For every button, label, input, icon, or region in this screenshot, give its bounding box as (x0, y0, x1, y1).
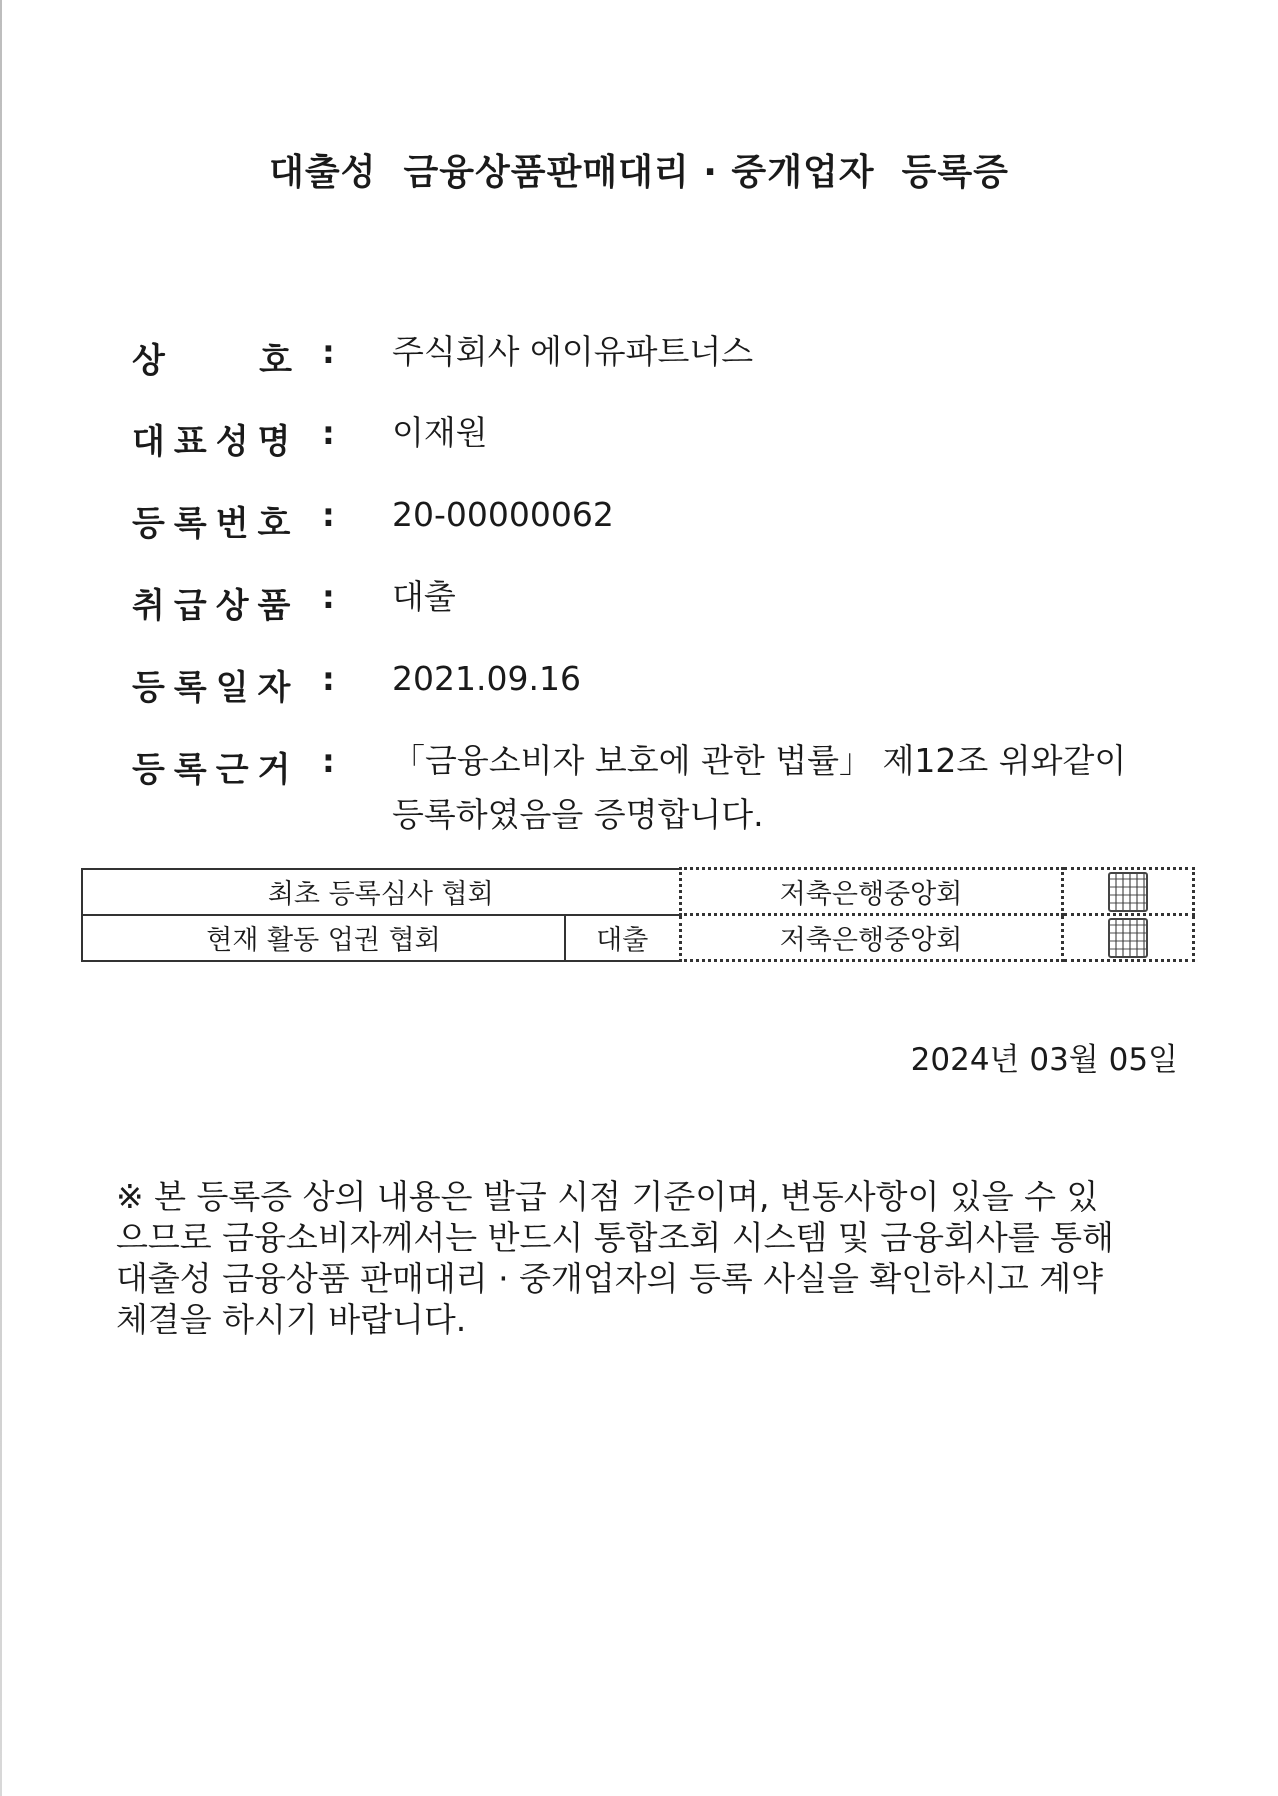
field-representative (0, 414, 1278, 464)
basis-line-1: 「금융소비자 보호에 관한 법률」 제12조 위와같이 (392, 741, 1127, 780)
field-label: 등록번호 (132, 504, 300, 544)
current-sector-association-value: 저축은행중앙회 (680, 915, 1062, 961)
association-table (81, 867, 1195, 962)
seal-cell (1062, 915, 1193, 961)
initial-review-association-value: 저축은행중앙회 (680, 869, 1062, 915)
document-title: 대출성 금융상품판매대리 · 중개업자 등록증 (269, 152, 1009, 193)
field-value: 이재원 (392, 413, 488, 452)
field-value: 20-00000062 (392, 495, 614, 534)
field-colon: : (322, 660, 335, 698)
field-value: 대출 (392, 577, 456, 616)
table-row (82, 869, 1193, 915)
page-edge (0, 0, 2, 1796)
field-label: 대표성명 (132, 422, 300, 462)
notice-paragraph (116, 1176, 1176, 1340)
issue-date: 2024년 03월 05일 (910, 1042, 1178, 1078)
field-colon: : (322, 742, 335, 780)
notice-line: ※ 본 등록증 상의 내용은 발급 시점 기준이며, 변동사항이 있을 수 있 (116, 1177, 1099, 1216)
field-value: 주식회사 에이유파트너스 (392, 332, 754, 371)
initial-review-association-label: 최초 등록심사 협회 (82, 869, 680, 915)
field-colon: : (322, 414, 335, 452)
basis-line-2: 등록하였음을 증명합니다. (392, 795, 764, 834)
field-registration-number (0, 496, 1278, 546)
field-value (392, 734, 1192, 842)
table-row (82, 915, 1193, 961)
seal-stamp (1108, 872, 1148, 912)
seal-cell (1062, 869, 1193, 915)
field-registration-basis (0, 742, 1278, 842)
field-registration-date (0, 660, 1278, 710)
field-label: 등록일자 (132, 668, 300, 708)
notice-line: 으므로 금융소비자께서는 반드시 통합조회 시스템 및 금융회사를 통해 (116, 1218, 1114, 1257)
seal-stamp (1108, 918, 1148, 958)
current-sector: 대출 (565, 915, 680, 961)
field-colon: : (322, 578, 335, 616)
notice-line: 대출성 금융상품 판매대리 · 중개업자의 등록 사실을 확인하시고 계약 (116, 1259, 1103, 1298)
field-colon: : (322, 333, 335, 371)
field-label: 취급상품 (132, 586, 300, 626)
current-sector-association-label: 현재 활동 업권 협회 (82, 915, 565, 961)
field-value: 2021.09.16 (392, 659, 581, 698)
notice-line: 체결을 하시기 바랍니다. (116, 1300, 467, 1339)
field-label: 상 호 (132, 341, 292, 381)
field-colon: : (322, 496, 335, 534)
field-label: 등록근거 (132, 750, 300, 790)
field-trade-name (0, 333, 1278, 383)
field-product (0, 578, 1278, 628)
